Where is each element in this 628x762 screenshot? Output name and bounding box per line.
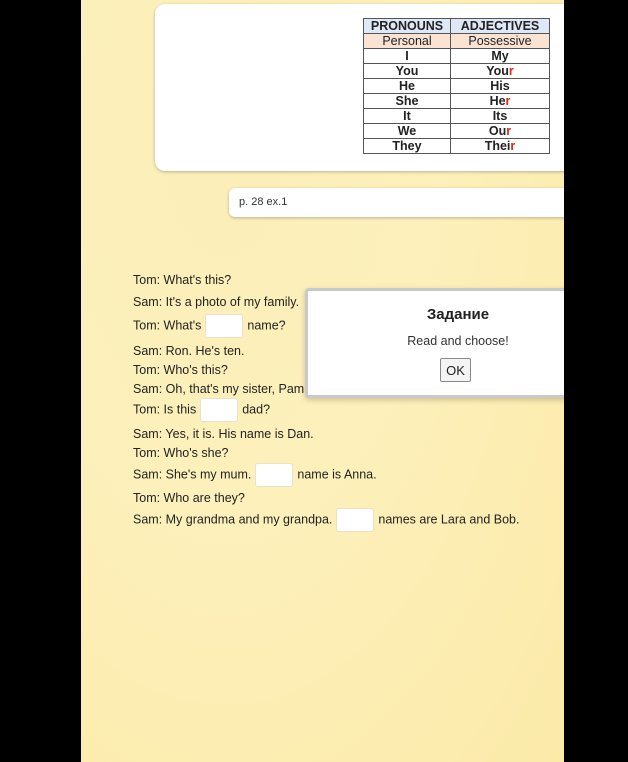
pronoun-table-card [155, 4, 564, 171]
dialogue-line: Tom: What's name? [133, 314, 286, 338]
answer-blank-3[interactable] [255, 463, 293, 487]
table-subheader-possessive: Possessive [451, 34, 550, 49]
answer-blank-1[interactable] [205, 314, 243, 338]
dialogue-line: Sam: She's my mum. name is Anna. [133, 463, 377, 487]
dialogue-line: Sam: It's a photo of my family. [133, 295, 300, 309]
table-cell-pronoun: They [364, 139, 451, 154]
table-cell-pronoun: You [364, 64, 451, 79]
table-cell-adjective: My [451, 49, 550, 64]
dialogue-line: Tom: Who are they? [133, 491, 245, 505]
task-dialog [305, 288, 564, 398]
table-cell-adjective: His [451, 79, 550, 94]
dialog-message: Read and choose! [407, 334, 509, 348]
dialogue-line: Tom: What's this? [133, 273, 232, 287]
exercise-reference: p. 28 ex.1 [229, 188, 564, 217]
table-cell-adjective: Your [451, 64, 550, 79]
exercise-page [81, 0, 564, 762]
table-cell-adjective: Our [451, 124, 550, 139]
dialogue-line: Tom: Who's she? [133, 446, 229, 460]
table-cell-pronoun: She [364, 94, 451, 109]
table-cell-pronoun: He [364, 79, 451, 94]
table-cell-pronoun: We [364, 124, 451, 139]
pronoun-table [363, 18, 550, 154]
dialogue-line: Tom: Who's this? [133, 363, 228, 377]
dialogue-line: Sam: Ron. He's ten. [133, 344, 245, 358]
dialogue-line: Sam: Oh, that's my sister, Pam [133, 382, 305, 396]
table-header-pronouns: PRONOUNS [364, 19, 451, 34]
table-cell-adjective: Its [451, 109, 550, 124]
dialog-title: Задание [426, 306, 490, 323]
answer-blank-2[interactable] [200, 398, 238, 422]
dialogue-line: Sam: My grandma and my grandpa. names are Lara and Bob. [133, 508, 519, 532]
table-cell-adjective: Their [451, 139, 550, 154]
dialogue-line: Sam: Yes, it is. His name is Dan. [133, 427, 314, 441]
table-header-adjectives: ADJECTIVES [451, 19, 550, 34]
answer-blank-4[interactable] [336, 508, 374, 532]
table-cell-pronoun: It [364, 109, 451, 124]
ok-button[interactable]: OK [440, 358, 471, 382]
table-cell-adjective: Her [451, 94, 550, 109]
dialogue-line: Tom: Is this dad? [133, 398, 270, 422]
table-subheader-personal: Personal [364, 34, 451, 49]
table-cell-pronoun: I [364, 49, 451, 64]
